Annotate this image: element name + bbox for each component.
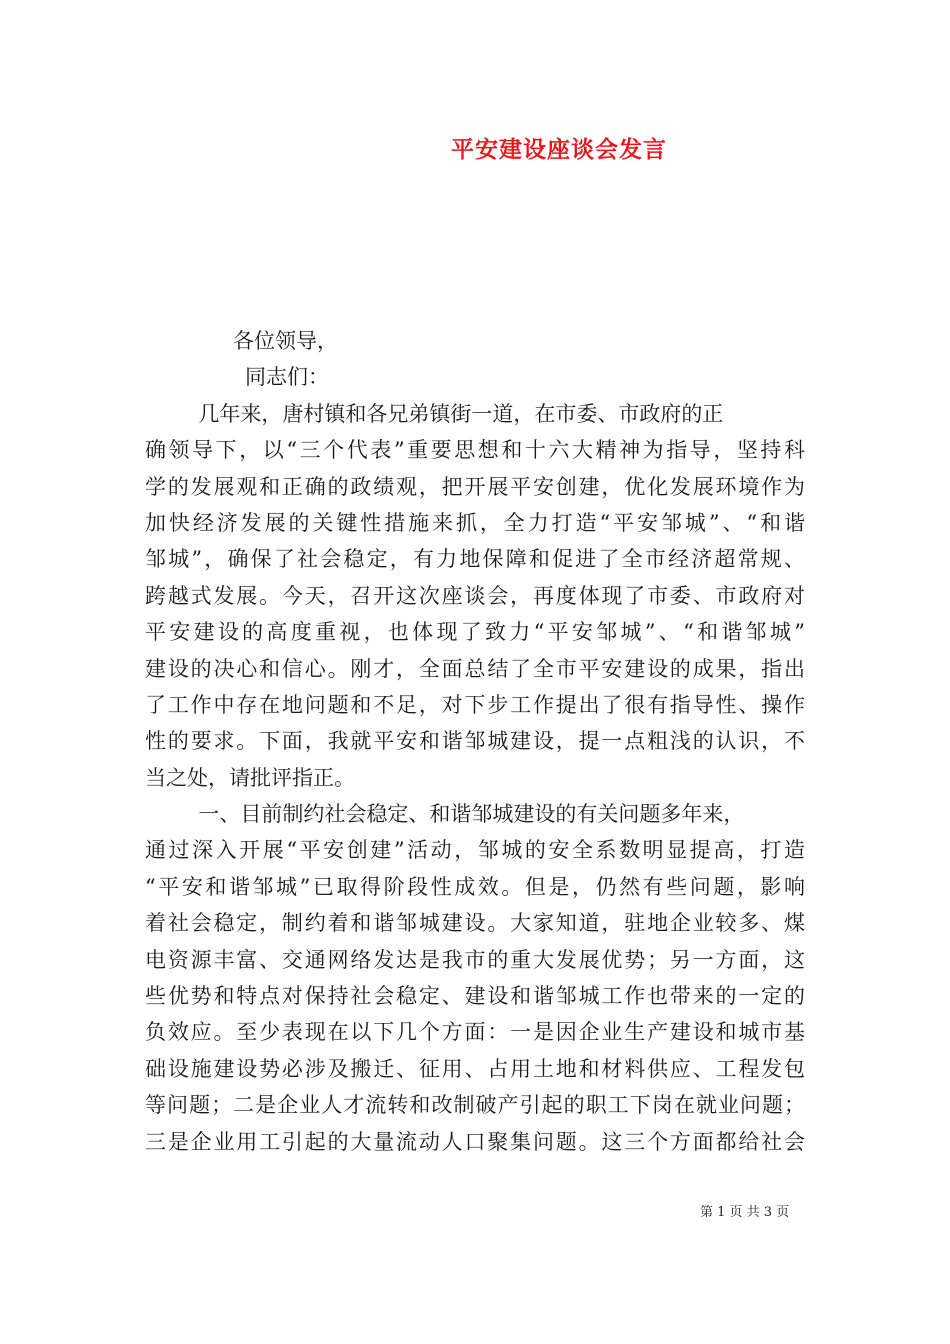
salutation-leaders: 各位领导，	[233, 329, 338, 353]
text-line: 跨越式发展。今天，召开这次座谈会，再度体现了市委、市政府对	[145, 583, 805, 608]
text-line: 当之处，请批评指正。	[145, 765, 355, 790]
salutation-comrades: 同志们：	[245, 365, 329, 390]
text-line: 学的发展观和正确的政绩观，把开展平安创建，优化发展环境作为	[145, 474, 805, 499]
text-line: 三是企业用工引起的大量流动人口聚集问题。这三个方面都给社会	[145, 1129, 805, 1154]
text-line: 等问题；二是企业人才流转和改制破产引起的职工下岗在就业问题；	[145, 1093, 805, 1118]
document-title: 平安建设座谈会发言	[451, 136, 667, 163]
text-line: 了工作中存在地问题和不足，对下步工作提出了很有指导性、操作	[145, 692, 805, 717]
text-line: 建设的决心和信心。刚才，全面总结了全市平安建设的成果，指出	[145, 656, 805, 681]
text-line: 邹城”，确保了社会稳定，有力地保障和促进了全市经济超常规、	[145, 547, 805, 572]
text-line: 性的要求。下面，我就平安和谐邹城建设，提一点粗浅的认识，不	[145, 729, 805, 754]
text-line: 着社会稳定，制约着和谐邹城建设。大家知道，驻地企业较多、煤	[145, 911, 805, 936]
text-line: 一、目前制约社会稳定、和谐邹城建设的有关问题多年来，	[145, 802, 745, 827]
text-line: 电资源丰富、交通网络发达是我市的重大发展优势；另一方面，这	[145, 947, 805, 972]
text-line: 通过深入开展“平安创建”活动，邹城的安全系数明显提高，打造	[145, 838, 805, 863]
document-body	[145, 323, 805, 1160]
page-number: 第 1 页 共 3 页	[700, 1205, 790, 1220]
text-line: “平安和谐邹城”已取得阶段性成效。但是，仍然有些问题，影响	[145, 874, 805, 899]
text-line: 几年来，唐村镇和各兄弟镇街一道，在市委、市政府的正	[145, 401, 724, 426]
text-line: 平安建设的高度重视，也体现了致力“平安邹城”、“和谐邹城”	[145, 620, 805, 645]
text-line: 加快经济发展的关键性措施来抓，全力打造“平安邹城”、“和谐	[145, 510, 805, 535]
text-line: 负效应。至少表现在以下几个方面：一是因企业生产建设和城市基	[145, 1020, 805, 1045]
text-line: 些优势和特点对保持社会稳定、建设和谐邹城工作也带来的一定的	[145, 984, 805, 1009]
text-line: 确领导下，以“三个代表”重要思想和十六大精神为指导，坚持科	[145, 438, 805, 463]
text-line: 础设施建设势必涉及搬迁、征用、占用土地和材料供应、工程发包	[145, 1056, 805, 1081]
